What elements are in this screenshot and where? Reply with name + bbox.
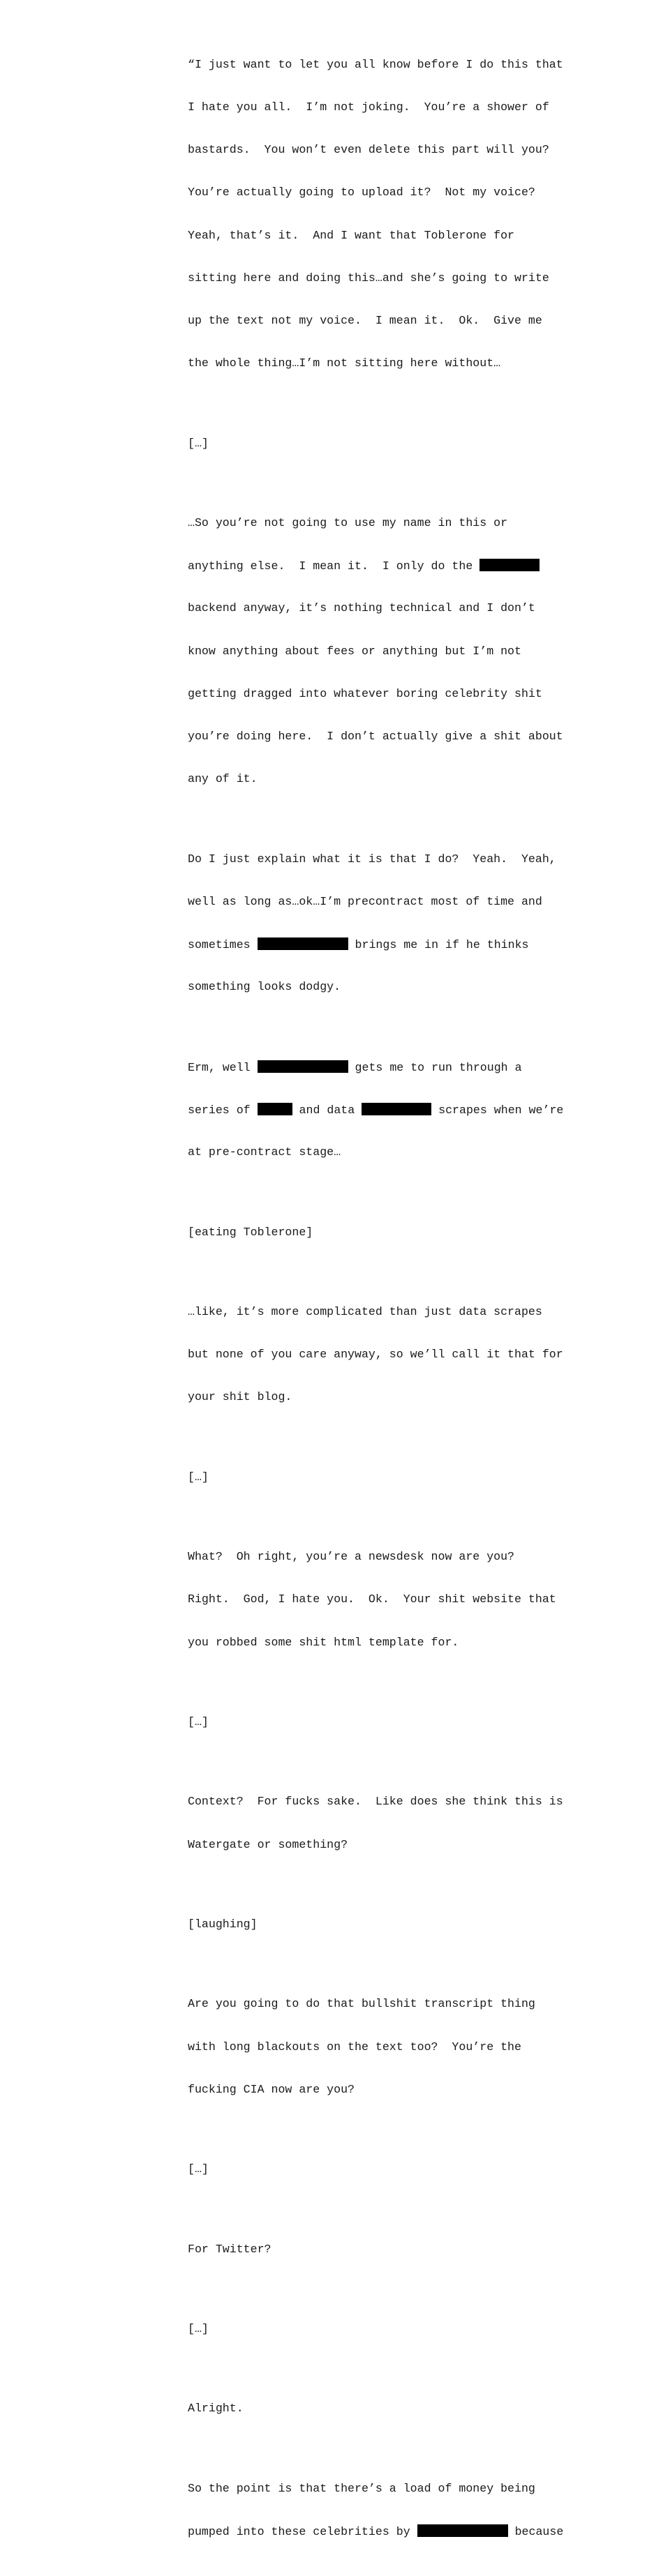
text-line: For Twitter?	[188, 2242, 272, 2256]
text-line: […]	[188, 2162, 209, 2176]
paragraph-erm	[188, 1032, 579, 1188]
text-line: bastards. You won’t even delete this part will you?	[188, 143, 549, 157]
text-line	[188, 1060, 579, 1074]
text-line: with long blackouts on the text too? You’re the	[188, 2040, 521, 2054]
text-segment: brings me in if he thinks	[348, 938, 529, 952]
paragraph-laughing	[188, 1889, 579, 1960]
text-line: any of it.	[188, 772, 258, 786]
paragraph-explain	[188, 824, 579, 1023]
transcript-page	[188, 29, 579, 2576]
text-line: fucking CIA now are you?	[188, 2082, 355, 2096]
text-line: What? Oh right, you’re a newsdesk now are you?	[188, 1550, 515, 1564]
paragraph-ellipsis	[188, 408, 579, 479]
text-line: Alright.	[188, 2402, 244, 2416]
text-line: Right. God, I hate you. Ok. Your shit website that	[188, 1592, 556, 1606]
paragraph-twitter	[188, 2214, 579, 2285]
text-line: but none of you care anyway, so we’ll call it that for	[188, 1348, 563, 1362]
paragraph-money	[188, 2453, 579, 2567]
text-segment: series of	[188, 1103, 258, 1117]
text-line: […]	[188, 1715, 209, 1728]
paragraph-name	[188, 488, 579, 815]
text-line: Are you going to do that bullshit transcript thing	[188, 1997, 535, 2011]
paragraph-context	[188, 1767, 579, 1881]
text-line: Do I just explain what it is that I do? Yeah. Yeah,	[188, 852, 556, 866]
text-segment: because	[507, 2525, 564, 2538]
text-line: So the point is that there’s a load of money being	[188, 2481, 535, 2495]
paragraph-opening	[188, 29, 579, 399]
text-line: Context? For fucks sake. Like does she think this is	[188, 1795, 563, 1809]
redaction-bar	[362, 1103, 431, 1115]
text-segment: Erm, well	[188, 1060, 258, 1074]
text-line	[188, 937, 579, 951]
text-line: up the text not my voice. I mean it. Ok. Give me	[188, 314, 542, 328]
text-line	[188, 1103, 579, 1117]
paragraph-ellipsis	[188, 2134, 579, 2205]
text-segment: pumped into these celebrities by	[188, 2525, 417, 2538]
redaction-bar	[417, 2524, 508, 2537]
paragraph-blackouts	[188, 1969, 579, 2125]
text-line	[188, 2524, 579, 2538]
text-line: something looks dodgy.	[188, 980, 341, 994]
paragraph-alright	[188, 2374, 579, 2445]
paragraph-newsdesk	[188, 1521, 579, 1678]
text-line: …So you’re not going to use my name in this or	[188, 516, 508, 530]
paragraph-ellipsis	[188, 1687, 579, 1758]
text-line: Yeah, that’s it. And I want that Toblerone for	[188, 228, 515, 242]
text-line: […]	[188, 2321, 209, 2335]
text-line: know anything about fees or anything but I’m not	[188, 644, 521, 658]
text-line: your shit blog.	[188, 1390, 292, 1404]
text-segment: and data	[292, 1103, 362, 1117]
text-segment: gets me to run through a	[348, 1060, 522, 1074]
text-line: You’re actually going to upload it? Not my voice?	[188, 186, 535, 199]
text-line: getting dragged into whatever boring celebrity shit	[188, 686, 542, 700]
paragraph-ellipsis	[188, 1442, 579, 1513]
text-line: you’re doing here. I don’t actually give a shit about	[188, 730, 563, 744]
text-line: well as long as…ok…I’m precontract most of time and	[188, 894, 542, 908]
text-line: Watergate or something?	[188, 1837, 348, 1851]
text-segment: scrapes when we’re	[431, 1103, 564, 1117]
text-line: at pre-contract stage…	[188, 1145, 341, 1159]
text-line: […]	[188, 1470, 209, 1484]
text-line: backend anyway, it’s nothing technical and I don’t	[188, 601, 535, 615]
text-segment: anything else. I mean it. I only do the	[188, 559, 480, 573]
text-segment: sometimes	[188, 938, 258, 952]
text-line: [laughing]	[188, 1917, 258, 1931]
paragraph-complicated	[188, 1276, 579, 1433]
paragraph-eating	[188, 1197, 579, 1268]
text-line: …like, it’s more complicated than just data scrapes	[188, 1304, 542, 1318]
text-line: the whole thing…I’m not sitting here without…	[188, 356, 501, 370]
text-line: [eating Toblerone]	[188, 1225, 313, 1239]
text-line: you robbed some shit html template for.	[188, 1635, 459, 1649]
redaction-bar	[479, 559, 540, 571]
redaction-bar	[258, 1060, 348, 1073]
text-line: “I just want to let you all know before I do this that	[188, 57, 563, 71]
text-line	[188, 559, 579, 573]
text-line: […]	[188, 436, 209, 450]
redaction-bar	[258, 1103, 292, 1115]
text-line: sitting here and doing this…and she’s going to write	[188, 271, 549, 285]
paragraph-ellipsis	[188, 2293, 579, 2365]
redaction-bar	[258, 937, 348, 950]
text-line: I hate you all. I’m not joking. You’re a shower of	[188, 100, 549, 114]
